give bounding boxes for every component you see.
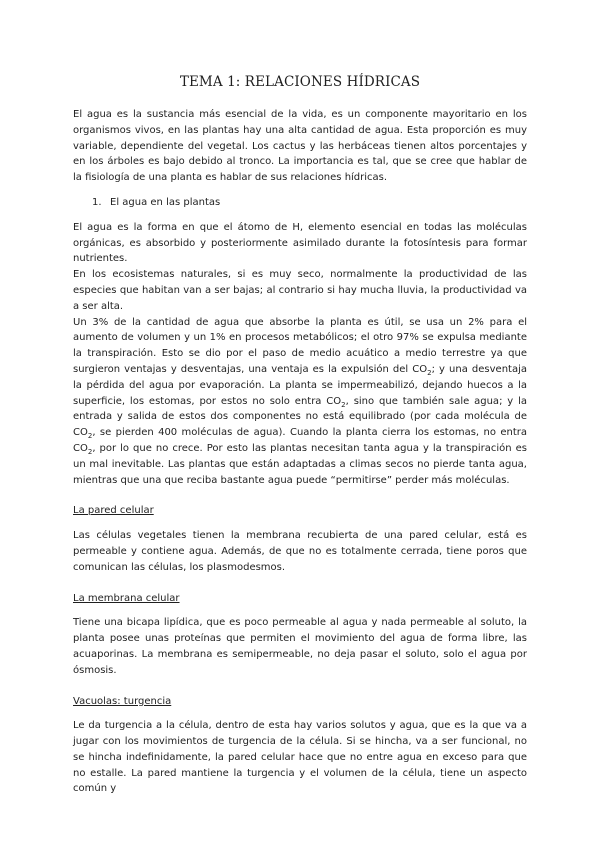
intro-paragraph: El agua es la sustancia más esencial de la vida, es un componente mayoritario en los organismos vivos, en las plantas hay una alta cantidad de agua. Esta proporción es muy variable, dependiente del vegetal. Los cactus y las herbáceas tienen altos porcentajes y en los árboles es bajo debido al tronco. La importancia es tal, que se cree que hablar de la fisiología de una planta es hablar de sus relaciones hídricas. [73,109,527,184]
page-title: TEMA 1: RELACIONES HÍDRICAS [179,74,421,90]
paragraph-hydrogen: El agua es la forma en que el átomo de H, elemento esencial en todas las moléculas orgánicas, es absorbido y posteriormente asimilado durante la fotosíntesis para formar nutrientes. [73,221,527,265]
subscript: 2 [427,368,432,377]
list-label: El agua en las plantas [110,196,221,208]
text-run: , se pierden 400 moléculas de agua). Cuando la planta cierra los estomas, no entra CO [73,427,527,454]
heading-cell-wall: La pared celular [73,505,154,517]
text-run: , por lo que no crece. Por esto las plantas necesitan tanta agua y la transpiración es un mal inevitable. Las plantas que están adaptadas a climas secos no pierde tanta agua, mientras que una que reciba bastante agua puede “permitirse” perder más moléculas. [73,442,527,486]
paragraph-transpiration [73,315,527,489]
paragraph-vacuoles: Le da turgencia a la célula, dentro de esta hay varios solutos y agua, que es la que va a jugar con los movimientos de turgencia de la célula. Si se hincha, va a ser funcional, no se hincha indefinidamente, la pared celular hace que no entre agua en exceso para que no estalle. La pared mantiene la turgencia y el volumen de la célula, tiene un aspecto común y [73,720,527,795]
section-heading-water-in-plants [73,195,527,211]
subscript: 2 [341,400,346,409]
heading-cell-membrane: La membrana celular [73,592,180,604]
text-run: , sino que también sale agua; y la entrada y salida de estos dos componentes no está equilibrado (por cada molécula de CO [73,395,527,439]
paragraph-cell-membrane: Tiene una bicapa lipídica, que es poco permeable al agua y nada permeable al soluto, la planta posee unas proteínas que permiten el movimiento del agua de forma libre, las acuaporinas. La membrana es semipermeable, no deja pasar el soluto, solo el agua por ósmosis. [73,617,527,676]
heading-vacuoles: Vacuolas: turgencia [73,695,172,707]
list-number: 1. [92,196,102,208]
paragraph-ecosystems: En los ecosistemas naturales, si es muy seco, normalmente la productividad de las especies que habitan van a ser bajas; al contrario si hay mucha lluvia, la productividad va a ser alta. [73,269,527,312]
subscript: 2 [87,432,93,441]
subscript: 2 [87,447,93,456]
text-run: ; y una desventaja la pérdida del agua por evaporación. La planta se impermeabilizó, dejando huecos a la superficie, los estomas, por estos no solo entra CO [73,363,527,407]
text-run: Un 3% de la cantidad de agua que absorbe la planta es útil, se usa un 2% para el aumento de volumen y un 1% en procesos metabólicos; el otro 97% se expulsa mediante la transpiración. Esto se dio por el paso de medio acuático a medio terrestre ya que surgieron ventajas y desventajas, una ventaja es la expulsión del CO [73,316,527,375]
paragraph-cell-wall: Las células vegetales tienen la membrana recubierta de una pared celular, está es permeable y contiene agua. Además, de que no es totalmente cerrada, tiene poros que comunican las células, los plasmodesmos. [73,530,527,573]
